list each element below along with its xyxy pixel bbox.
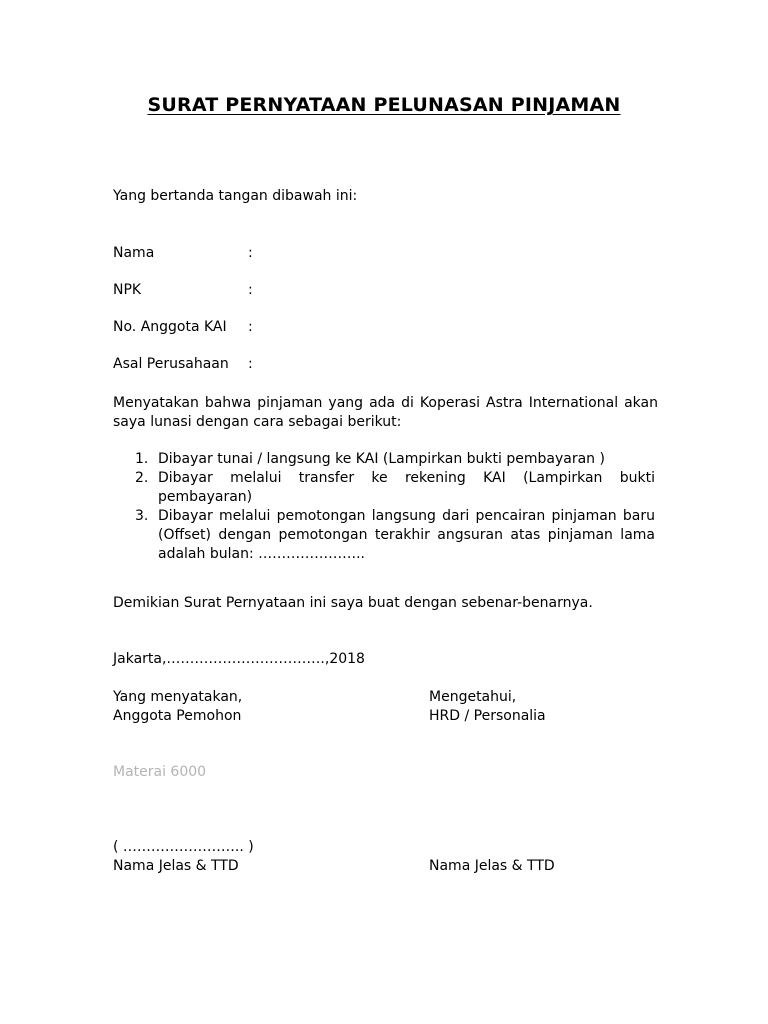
left-name-blank: ( …………………….. ) — [113, 839, 254, 855]
right-signatory-line1: Mengetahui, — [429, 689, 517, 705]
field-label-perusahaan: Asal Perusahaan — [113, 356, 229, 372]
right-name-label: Nama Jelas & TTD — [429, 858, 555, 874]
list-item — [113, 507, 655, 564]
right-signatory-line2: HRD / Personalia — [429, 708, 546, 724]
field-label-nama: Nama — [113, 245, 155, 261]
intro-text: Yang bertanda tangan dibawah ini: — [113, 188, 358, 204]
place-date-line: Jakarta,…………………………….,2018 — [113, 651, 365, 667]
list-item-text: Dibayar tunai / langsung ke KAI (Lampirkan bukti pembayaran ) — [158, 451, 605, 467]
list-item-number: 2. — [135, 470, 149, 486]
list-item — [113, 450, 655, 469]
payment-options-list — [113, 450, 655, 564]
field-colon-anggota: : — [248, 319, 253, 335]
field-label-anggota: No. Anggota KAI — [113, 319, 227, 335]
list-item-number: 1. — [135, 451, 149, 467]
closing-text: Demikian Surat Pernyataan ini saya buat dengan sebenar-benarnya. — [113, 595, 593, 611]
list-item — [113, 469, 655, 507]
list-item-text: Dibayar melalui transfer ke rekening KAI (Lampirkan bukti pembayaran) — [158, 470, 655, 505]
field-label-npk: NPK — [113, 282, 142, 298]
field-colon-nama: : — [248, 245, 253, 261]
field-colon-npk: : — [248, 282, 253, 298]
statement-paragraph: Menyatakan bahwa pinjaman yang ada di Koperasi Astra International akan saya lunasi dengan cara sebagai berikut: — [113, 395, 658, 430]
document-title: SURAT PERNYATAAN PELUNASAN PINJAMAN — [147, 94, 621, 116]
stamp-placeholder: Materai 6000 — [113, 764, 207, 780]
left-name-label: Nama Jelas & TTD — [113, 858, 239, 874]
field-colon-perusahaan: : — [248, 356, 253, 372]
left-signatory-line1: Yang menyatakan, — [113, 689, 243, 705]
left-signatory-line2: Anggota Pemohon — [113, 708, 242, 724]
list-item-text: Dibayar melalui pemotongan langsung dari pencairan pinjaman baru (Offset) dengan pemotongan terakhir angsuran atas pinjaman lama adalah bulan: ………………….. — [158, 508, 655, 562]
list-item-number: 3. — [135, 508, 149, 524]
